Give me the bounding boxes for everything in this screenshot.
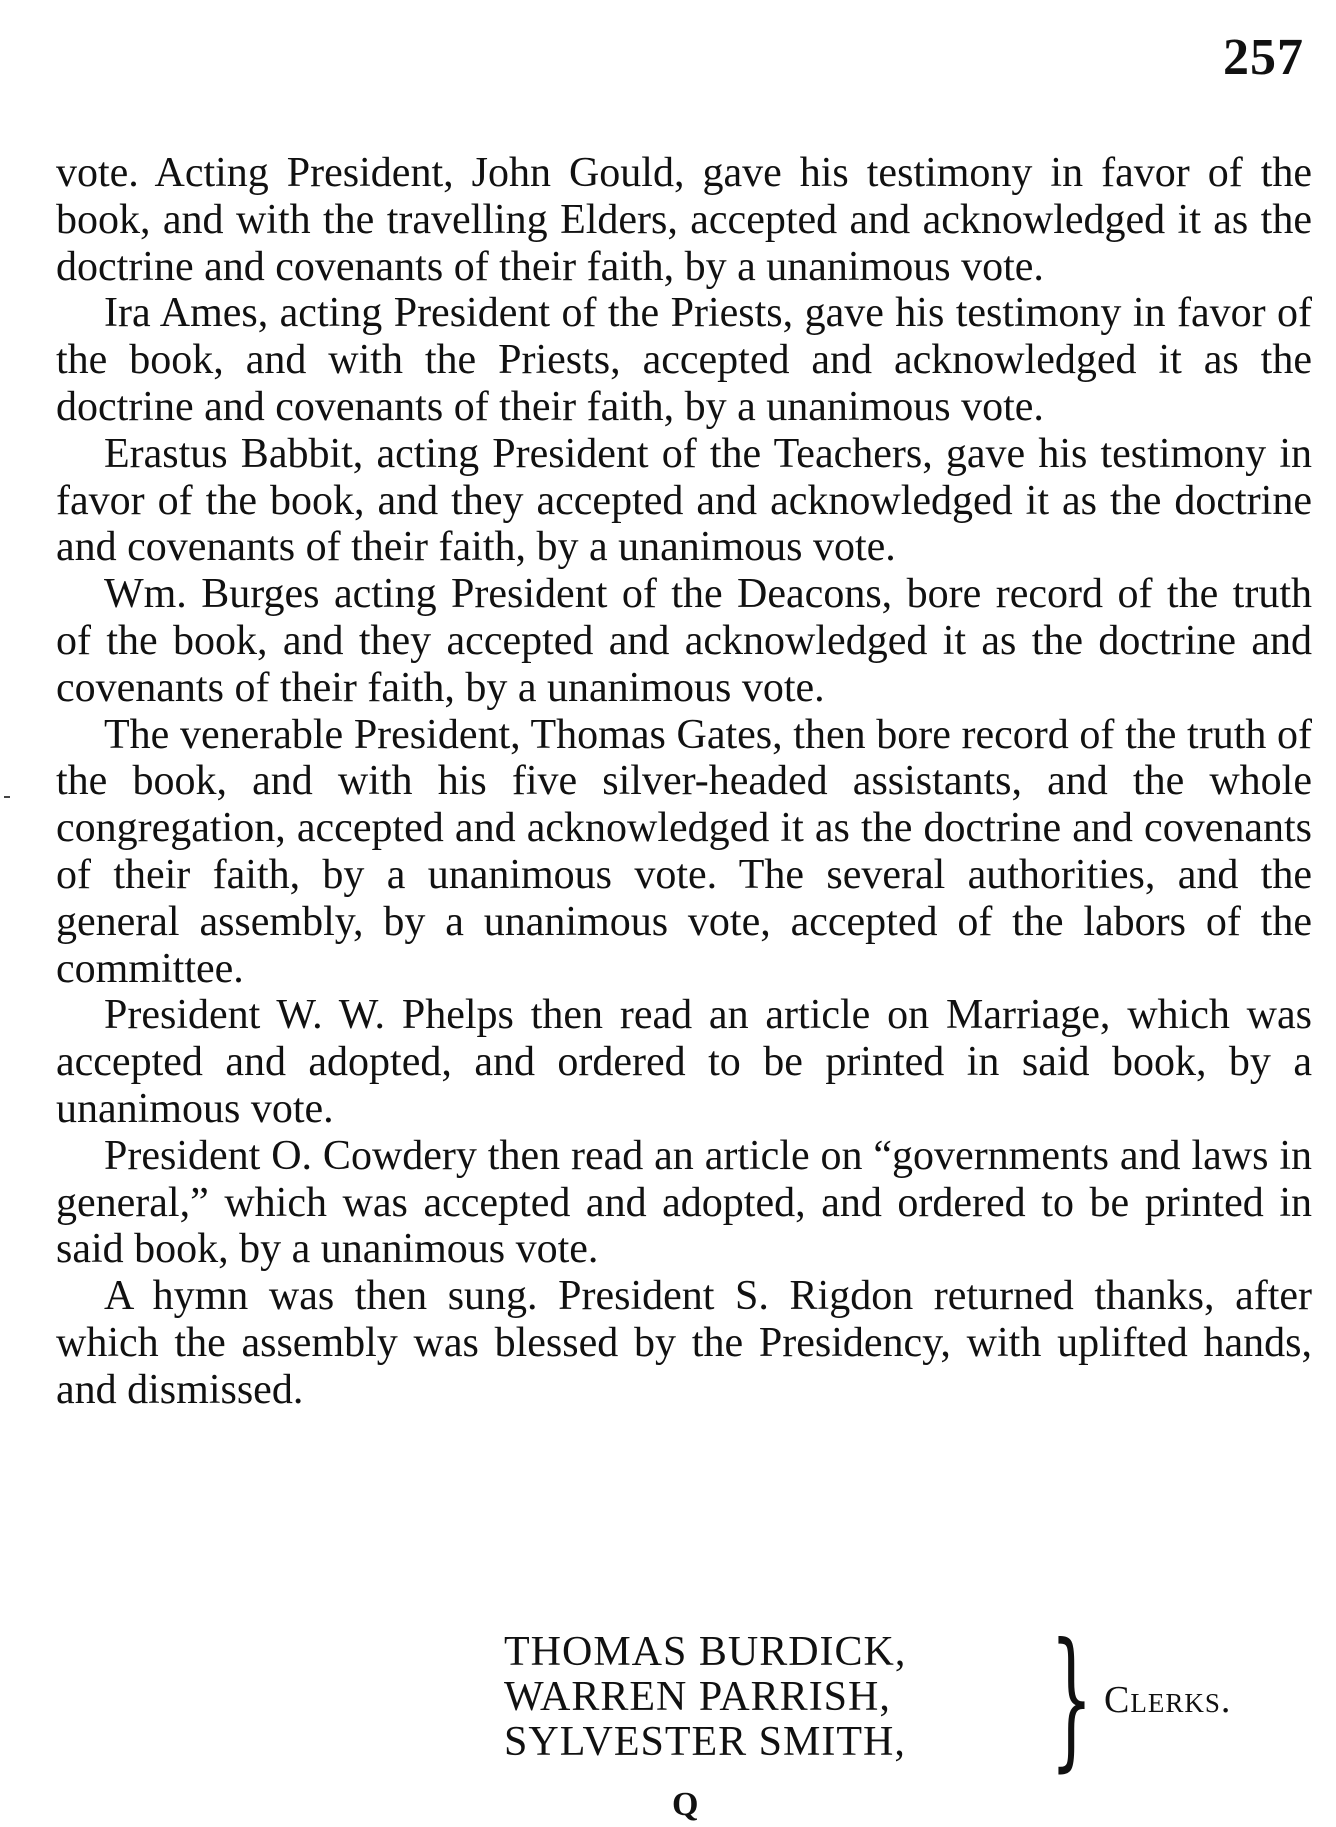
paragraph-2: Ira Ames, acting President of the Priests, gave his testimony in favor of the book, and with the Priests, accepted and acknowledged it as the doctrine and covenants of their faith, by a unanimous vote.: [56, 290, 1312, 430]
paragraph-6: President W. W. Phelps then read an article on Marriage, which was accepted and adopted, and ordered to be printed in said book, by a unanimous vote.: [56, 992, 1312, 1132]
signature-block: [504, 1612, 1304, 1786]
signatory-list: [504, 1630, 906, 1765]
body-text: [56, 150, 1312, 1414]
page-number: 257: [1223, 29, 1304, 86]
margin-mark: [4, 796, 10, 798]
paragraph-8: A hymn was then sung. President S. Rigdon returned thanks, after which the assembly was blessed by the Presidency, with uplifted hands, and dismissed.: [56, 1273, 1312, 1413]
signatory-name: THOMAS BURDICK,: [504, 1629, 907, 1675]
paragraph-4: Wm. Burges acting President of the Deacons, bore record of the truth of the book, and they accepted and acknowledged it as the doctrine and covenants of their faith, by a unanimous vote.: [56, 571, 1312, 711]
clerks-label: Clerks.: [1104, 1679, 1232, 1721]
brace-glyph: }: [1050, 1612, 1093, 1786]
paragraph-5: The venerable President, Thomas Gates, then bore record of the truth of the book, and with his five silver-headed assistants, and the whole congregation, accepted and acknowledged it as the doctrine and covenants of their faith, by a unanimous vote. The several authorities, and the general assembly, by a unanimous vote, accepted of the labors of the committee.: [56, 711, 1312, 992]
signatory-name: SYLVESTER SMITH,: [504, 1719, 906, 1765]
paragraph-3: Erastus Babbit, acting President of the Teachers, gave his testimony in favor of the book, and they accepted and acknowledged it as the doctrine and covenants of their faith, by a unanimous vote.: [56, 430, 1312, 571]
paragraph-7: President O. Cowdery then read an article on “governments and laws in general,” which was accepted and adopted, and ordered to be printed in said book, by a unanimous vote.: [56, 1132, 1312, 1273]
signature-mark: Q: [672, 1786, 699, 1823]
paragraph-1: vote. Acting President, John Gould, gave his testimony in favor of the book, and with the travelling Elders, accepted and acknowledged it as the doctrine and covenants of their faith, by a unanimous vote.: [56, 150, 1312, 290]
signatory-name: WARREN PARRISH,: [504, 1674, 891, 1720]
